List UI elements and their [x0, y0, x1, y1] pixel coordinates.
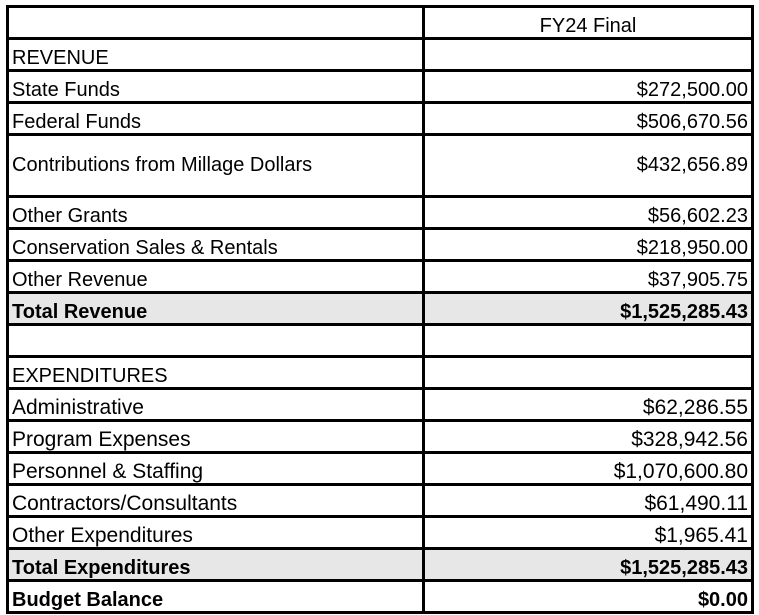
- column-title: FY24 Final: [424, 7, 753, 39]
- row-label: Other Expenditures: [8, 517, 424, 549]
- table-header-row: [8, 7, 753, 39]
- row-value: $37,905.75: [424, 261, 753, 293]
- row-label: Federal Funds: [8, 103, 424, 135]
- row-label: Administrative: [8, 389, 424, 421]
- row-label: Contractors/Consultants: [8, 485, 424, 517]
- empty-cell: [424, 357, 753, 389]
- empty-cell: [8, 325, 424, 357]
- row-value: $506,670.56: [424, 103, 753, 135]
- budget-table: [6, 5, 754, 614]
- row-value: $56,602.23: [424, 197, 753, 229]
- row-value: $272,500.00: [424, 71, 753, 103]
- row-value: $61,490.11: [424, 485, 753, 517]
- row-value: $1,070,600.80: [424, 453, 753, 485]
- table-row: [8, 71, 753, 103]
- total-revenue-row: [8, 293, 753, 325]
- table-row: [8, 261, 753, 293]
- budget-balance-row: [8, 581, 753, 613]
- header-label-cell: [8, 7, 424, 39]
- table-row: [8, 517, 753, 549]
- empty-cell: [424, 325, 753, 357]
- section-label: REVENUE: [8, 39, 424, 71]
- row-label: Program Expenses: [8, 421, 424, 453]
- expenditures-section-row: [8, 357, 753, 389]
- total-value: $1,525,285.43: [424, 549, 753, 581]
- balance-value: $0.00: [424, 581, 753, 613]
- revenue-section-row: [8, 39, 753, 71]
- row-label: Other Grants: [8, 197, 424, 229]
- row-label: Other Revenue: [8, 261, 424, 293]
- table-row: [8, 389, 753, 421]
- table-row: [8, 103, 753, 135]
- table-row: [8, 453, 753, 485]
- total-label: Total Revenue: [8, 293, 424, 325]
- table-row: [8, 229, 753, 261]
- row-value: $1,965.41: [424, 517, 753, 549]
- row-value: $328,942.56: [424, 421, 753, 453]
- table-row: [8, 197, 753, 229]
- empty-cell: [424, 39, 753, 71]
- row-label: State Funds: [8, 71, 424, 103]
- row-value: $62,286.55: [424, 389, 753, 421]
- row-label: Contributions from Millage Dollars: [8, 135, 424, 197]
- total-value: $1,525,285.43: [424, 293, 753, 325]
- total-expenditures-row: [8, 549, 753, 581]
- row-value: $218,950.00: [424, 229, 753, 261]
- row-label: Personnel & Staffing: [8, 453, 424, 485]
- total-label: Total Expenditures: [8, 549, 424, 581]
- spacer-row: [8, 325, 753, 357]
- row-label: Conservation Sales & Rentals: [8, 229, 424, 261]
- table-row: [8, 421, 753, 453]
- table-row: [8, 135, 753, 197]
- row-value: $432,656.89: [424, 135, 753, 197]
- section-label: EXPENDITURES: [8, 357, 424, 389]
- table-row: [8, 485, 753, 517]
- balance-label: Budget Balance: [8, 581, 424, 613]
